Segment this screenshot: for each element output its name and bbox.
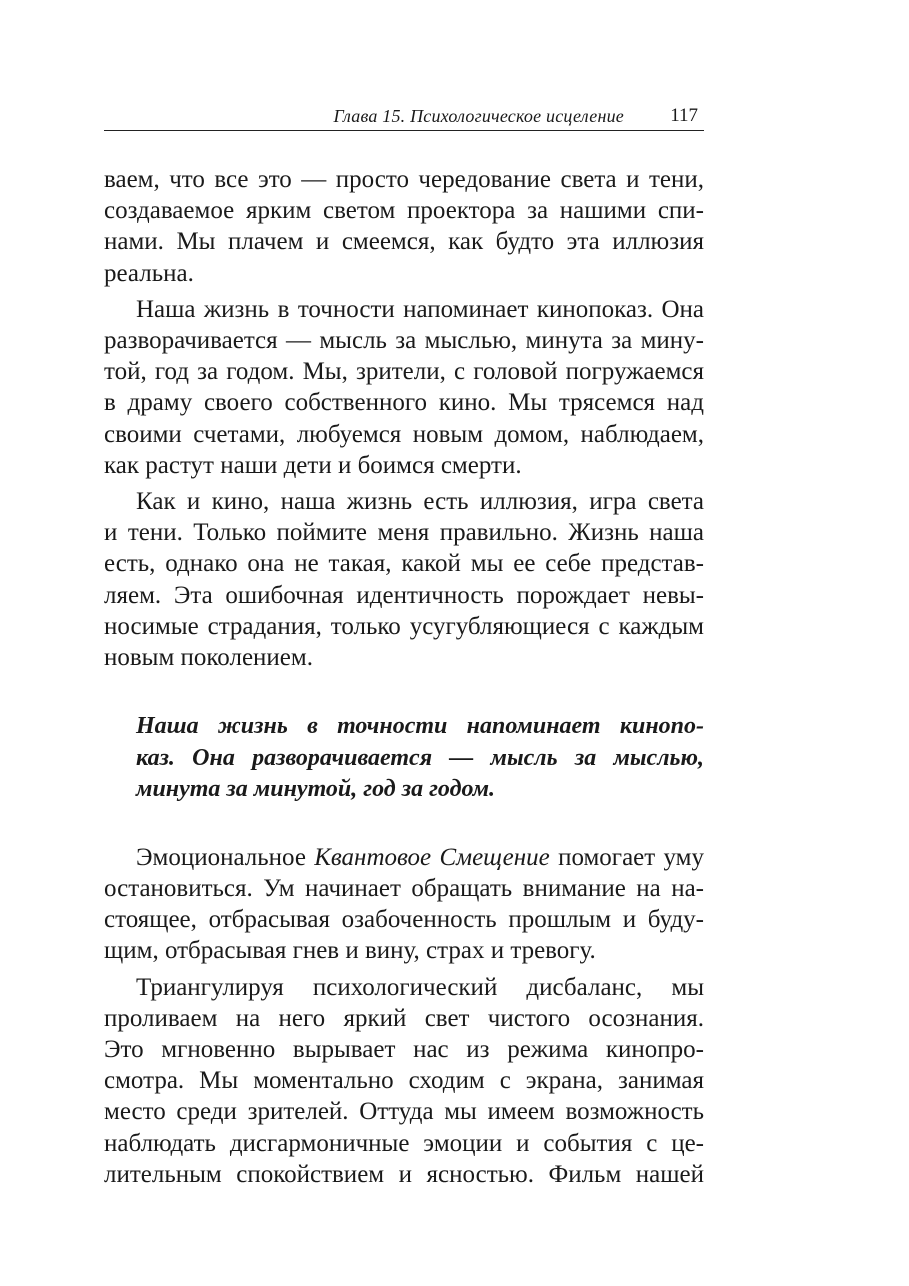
paragraph bbox=[104, 164, 704, 289]
text-line: Триангулируя психологический дисбаланс, мы bbox=[136, 973, 704, 1001]
pull-quote bbox=[104, 711, 704, 806]
text-line: и тени. Только поймите меня правильно. Жизнь наша bbox=[104, 519, 704, 547]
chapter-title: Глава 15. Психологическое исцеление bbox=[333, 106, 624, 126]
text-line: ляем. Эта ошибочная идентичность порождает невы- bbox=[104, 581, 704, 609]
paragraph bbox=[104, 842, 704, 967]
text-line: щим, отбрасывая гнев и вину, страх и тревогу. bbox=[104, 937, 596, 965]
text-line: ваем, что все это — просто чередование света и тени, bbox=[104, 166, 704, 193]
text-line: разворачивается — мысль за мыслью, минута за мину- bbox=[104, 327, 704, 355]
text-line: Это мгновенно вырывает нас из режима кинопро- bbox=[104, 1035, 704, 1063]
text-line: создаваемое ярким светом проектора за нашими спи- bbox=[104, 197, 704, 225]
text-line: как растут наши дети и боимся смерти. bbox=[104, 451, 522, 479]
paragraph bbox=[104, 486, 704, 673]
pull-quote-line: минута за минутой, год за годом. bbox=[136, 776, 496, 803]
body-text bbox=[104, 164, 704, 1190]
text-line: есть, однако она не такая, какой мы ее себе представ- bbox=[104, 550, 704, 578]
text-line: в драму своего собственного кино. Мы трясемся над bbox=[104, 389, 704, 417]
paragraph bbox=[104, 972, 704, 1190]
text-line: Наша жизнь в точности напоминает кинопоказ. Она bbox=[136, 295, 704, 323]
text-line: место среди зрителей. Оттуда мы имеем возможность bbox=[104, 1098, 704, 1126]
text-line: остановиться. Ум начинает обращать внимание на на- bbox=[104, 874, 704, 902]
pull-quote-line: Наша жизнь в точности напоминает кинопо- bbox=[136, 713, 704, 740]
running-header bbox=[104, 100, 704, 131]
paragraph bbox=[104, 294, 704, 481]
text-line: наблюдать дисгармоничные эмоции и события с це- bbox=[104, 1129, 704, 1157]
text-run: помогает уму bbox=[549, 843, 704, 871]
text-line: проливаем на него яркий свет чистого осознания. bbox=[104, 1004, 704, 1032]
text-line bbox=[104, 842, 704, 873]
text-line: лительным спокойствием и ясностью. Фильм нашей bbox=[104, 1160, 704, 1188]
pull-quote-line: каз. Она разворачивается — мысль за мыслью, bbox=[136, 744, 704, 771]
text-line: нами. Мы плачем и смеемся, как будто эта иллюзия bbox=[104, 228, 704, 256]
text-run: Эмоциональное bbox=[136, 843, 315, 871]
text-line: носимые страдания, только усугубляющиеся с каждым bbox=[104, 612, 704, 640]
text-line: реальна. bbox=[104, 259, 194, 287]
text-line: новым поколением. bbox=[104, 644, 313, 672]
italic-term: Квантовое Смещение bbox=[314, 843, 550, 871]
text-line: Как и кино, наша жизнь есть иллюзия, игра света bbox=[136, 488, 704, 516]
text-line: своими счетами, любуемся новым домом, наблюдаем, bbox=[104, 420, 704, 448]
text-line: смотра. Мы моментально сходим с экрана, занимая bbox=[104, 1067, 704, 1095]
page-number: 117 bbox=[670, 105, 698, 126]
text-line: той, год за годом. Мы, зрители, с головой погружаемся bbox=[104, 358, 704, 386]
text-line: стоящее, отбрасывая озабоченность прошлым и буду- bbox=[104, 906, 704, 934]
